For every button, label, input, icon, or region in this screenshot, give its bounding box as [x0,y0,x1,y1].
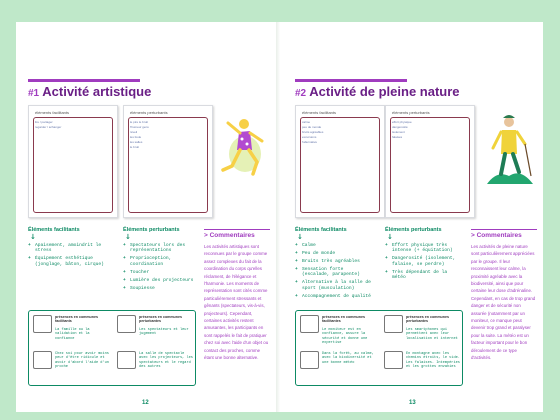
arrow-down-icon: ↓ [297,233,303,241]
page-title: #1 Activité artistique [28,84,152,99]
comments: > Commentaires Les activités artistiques sont reconnues par le groupe comme assez complexes du fait de la coordination du corps qu'elles réclament, de l'élégance et l'harmonie. Les moments de représentation sont cités comme particulièrement stressants et gênants (spectateurs, vis-à-vis, projecteurs). Cependant, certaines activités restent amusantes, les participants en sont rappelés le fait de pratiquer chez soi avec l'aide d'un objet ou contact des proches, comme étant une bonne alternative. [204,229,270,362]
worksheet-perturbants: éléments perturbants le pire le bruit l'humeur gens réveil les foule les salles le bruit [123,105,213,218]
title-bar [28,79,140,82]
smartphone-icon [384,315,403,333]
dancer-illustration [219,110,269,190]
arrow-down-icon: ↓ [30,233,36,241]
home-icon [33,351,52,369]
forest-icon [300,351,319,369]
hiker-illustration [481,110,537,190]
stage-icon [117,351,136,369]
left-page [16,22,276,412]
page-number: 13 [409,400,416,406]
facilitants-column: Éléments facilitants ↓ + Calme + Peu de monde + Bruits très agréables + Sensation forte (escalade, parapente) + Alternative à la salle de sport (musculation) + Accompagnement de qualité [295,227,373,302]
page-number: 12 [142,400,149,406]
facilitants-column: Éléments facilitants ↓ + Apaisement, amoindrit le stress + Équipement esthétique (jonglage, bâton, cirque) [28,227,106,270]
context-cards: présences en communes facilitantes Le moniteur est en confiance, assure la sécurité et donne une expertise présences en communes perturbantes Les smartphones qui permettent avec leur localisation et internet Dans la forêt, au calme, avec la biodiversité et une bonne météo En montagne avec les chemins étroits, le vide. Les falaises. Intempéries et les grottes envahies [295,310,463,386]
context-cards: présences en communes facilitants La famille ou la validation et la confiance présences en communes perturbantes Les spectateurs et leur jugement Chez soi pour avoir moins peur d'être ridicule et avoir d'abord l'aide d'un proche La salle de spectacle avec les projecteurs, les spectateurs et le regard des autres [28,310,196,386]
arrow-down-icon: ↓ [387,233,393,241]
mountain-icon [384,351,403,369]
right-page [283,22,543,412]
perturbants-column: Éléments perturbants ↓ + Spectateurs lors des représentations + Proprioception, coordination + Toucher + Lumière des projecteurs + Soupiesse [123,227,201,294]
people-icon [33,315,52,333]
audience-icon [117,315,136,333]
instructor-icon [300,315,319,333]
comments: > Commentaires Les activités de pleine nature sont particulièrement appréciées par le groupe. Il leur reconnaissent leur calme, la proximité agréable avec la biodiversité, ainsi que pour certaine leur dose d'adrénaline. Cependant, en cas de trop grand danger et de sécurité non assurée (notamment par un moniteur, ce manque peut devenir trop grand et paralyser pour la suite. La météo est un facteur important pour le bon déroulement de ce type d'activités. [471,229,537,362]
arrow-down-icon: ↓ [125,233,131,241]
page-title: #2 Activité de pleine nature [295,84,460,99]
worksheet-facilitants: éléments facilitants lire / partager regarder / échanger [28,105,118,218]
perturbants-column: Éléments perturbants ↓ + Effort physique très intense (+ équitation) + Dangerosité (isolement, falaise, se perdre) + Très dépendant de la météo [385,227,463,283]
page-fold [276,22,283,412]
worksheet-perturbants: éléments perturbants effort physique dangerosité isolement falaises [385,105,475,218]
title-bar [295,79,407,82]
worksheet-facilitants: éléments facilitants calme peu de monde bruits agréables excursions l'alternative [295,105,385,218]
